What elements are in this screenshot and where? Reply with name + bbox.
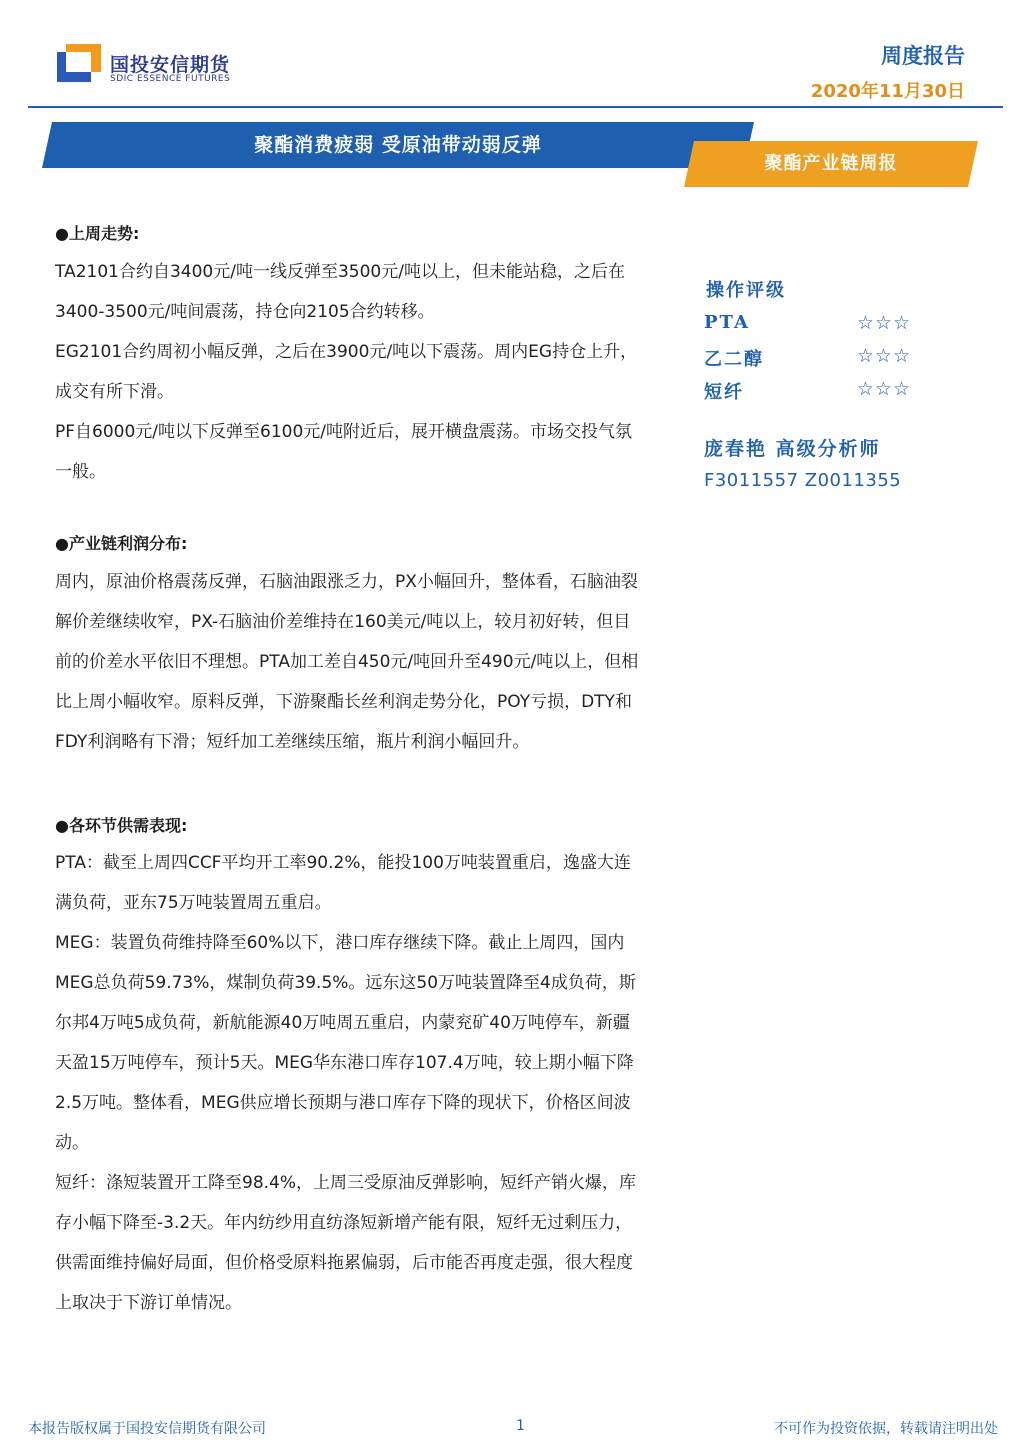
report-title: 聚酯消费疲弱 受原油带动弱反弹 <box>254 134 542 156</box>
page-number: 1 <box>516 1418 525 1434</box>
paragraph-pf-trend: PF自6000元/吨以下反弹至6100元/吨附近后，展开横盘震荡。市场交投气氛一般。 <box>55 422 633 482</box>
report-type: 周度报告 <box>881 44 965 68</box>
header-divider <box>28 106 1003 108</box>
rating-name: 乙二醇 <box>704 349 764 370</box>
rating-name: PTA <box>704 312 750 333</box>
paragraph-ta-trend: TA2101合约自3400元/吨一线反弹至3500元/吨以上，但未能站稳，之后在3400-3500元/吨间震荡，持仓向2105合约转移。 <box>55 262 625 322</box>
report-date: 2020年11月30日 <box>810 81 965 102</box>
rating-row-eg <box>704 345 919 377</box>
star-rating-icon: ☆☆☆ <box>856 378 911 400</box>
report-subtitle: 聚酯产业链周报 <box>764 153 898 174</box>
paragraph-profit-distribution: 周内，原油价格震荡反弹，石脑油跟涨乏力，PX小幅回升，整体看，石脑油裂解价差继续收窄，PX-石脑油价差维持在160美元/吨以上，较月初好转，但目前的价差水平依旧不理想。PTA加工差自450元/吨回升至490元/吨以上，但相比上周小幅收窄。原料反弹，下游聚酯长丝利润走势分化，POY亏损，DTY和FDY利润略有下滑；短纤加工差继续压缩，瓶片利润小幅回升。 <box>55 572 639 752</box>
footer-disclaimer: 不可作为投资依据，转载请注明出处 <box>774 1421 998 1437</box>
star-rating-icon: ☆☆☆ <box>856 345 911 367</box>
rating-title: 操作评级 <box>706 280 786 301</box>
rating-row-pf <box>704 378 919 410</box>
section-heading-supply-demand: ●各环节供需表现: <box>55 816 188 835</box>
logo-name-cn: 国投安信期货 <box>110 54 231 76</box>
paragraph-pf-supply: 短纤：涤短装置开工降至98.4%，上周三受原油反弹影响，短纤产销火爆，库存小幅下降至-3.2天。年内纺纱用直纺涤短新增产能有限，短纤无过剩压力，供需面维持偏好局面，但价格受原料拖累偏弱，后市能否再度走强，很大程度上取决于下游订单情况。 <box>55 1173 637 1313</box>
logo-name-en: SDIC ESSENCE FUTURES <box>110 74 231 84</box>
company-logo-icon <box>57 44 101 82</box>
analyst-name: 庞春艳 高级分析师 <box>704 438 881 460</box>
star-rating-icon: ☆☆☆ <box>856 312 911 334</box>
paragraph-eg-trend: EG2101合约周初小幅反弹，之后在3900元/吨以下震荡。周内EG持仓上升，成交有所下滑。 <box>55 342 638 402</box>
section-heading-profit: ●产业链利润分布: <box>55 534 188 553</box>
paragraph-meg-supply: MEG：装置负荷维持降至60%以下，港口库存继续下降。截止上周四，国内MEG总负荷59.73%，煤制负荷39.5%。远东这50万吨装置降至4成负荷，斯尔邦4万吨5成负荷，新航能源40万吨周五重启，内蒙兖矿40万吨停车，新疆天盈15万吨停车，预计5天。MEG华东港口库存107.4万吨，较上期小幅下降2.5万吨。整体看，MEG供应增长预期与港口库存下降的现状下，价格区间波动。 <box>55 933 636 1153</box>
analyst-license: F3011557 Z0011355 <box>704 470 902 491</box>
paragraph-pta-supply: PTA：截至上周四CCF平均开工率90.2%，能投100万吨装置重启，逸盛大连满负荷，亚东75万吨装置周五重启。 <box>55 853 631 913</box>
rating-row-pta <box>704 312 919 344</box>
section-heading-last-week: ●上周走势: <box>55 224 140 243</box>
footer-copyright: 本报告版权属于国投安信期货有限公司 <box>28 1421 266 1437</box>
rating-name: 短纤 <box>704 382 744 403</box>
